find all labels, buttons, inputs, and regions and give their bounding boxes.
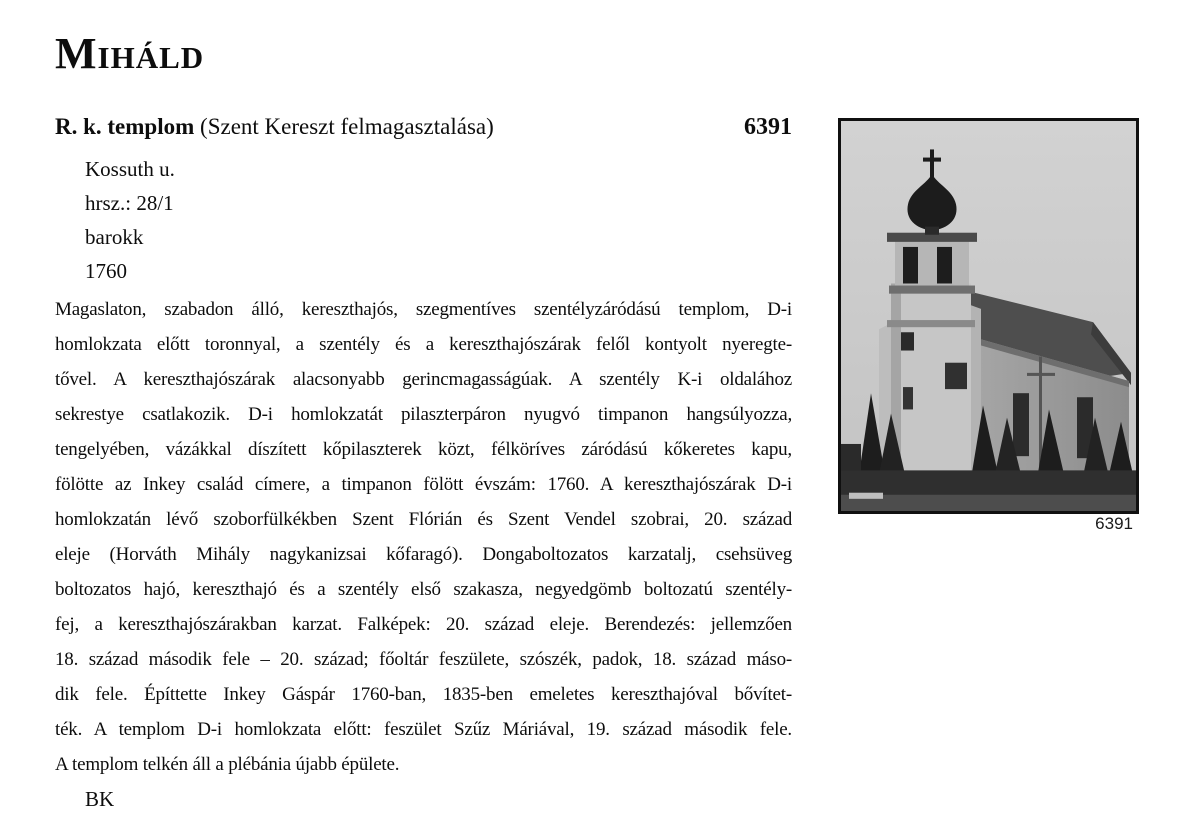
tower-cross-bar	[923, 158, 941, 162]
entry-title	[55, 112, 494, 142]
text-line: sekrestye csatlakozik. D-i homlokzatát pilaszterpáron nyugvó timpanon hangsúlyozza,	[55, 404, 792, 425]
text-line: 18. század második fele – 20. század; főoltár feszülete, szószék, padok, 18. század máso-	[55, 649, 792, 670]
tower-cross	[930, 149, 934, 177]
text-line: ték. A templom D-i homlokzata előtt: feszület Szűz Máriával, 19. század második fele.	[55, 719, 792, 740]
dome-lantern	[925, 227, 939, 235]
tower-window-small	[901, 332, 914, 350]
belfry-window-right	[937, 247, 952, 284]
church-photo-illustration	[841, 121, 1136, 511]
text-line: Magaslaton, szabadon álló, kereszthajós, szegmentíves szentélyzáródású templom, D-i	[55, 299, 792, 320]
text-line: fej, a kereszthajószárakban karzat. Falképek: 20. század eleje. Berendezés: jellemzően	[55, 614, 792, 635]
author-signature: BK	[85, 787, 115, 811]
text-line: dik fele. Építtette Inkey Gáspár 1760-ban, 1835-ben emeletes kereszthajóval bővítet-	[55, 684, 792, 705]
nave-window-1	[1013, 393, 1029, 456]
page-title	[55, 28, 204, 79]
entry-header	[55, 112, 792, 142]
entry-detail-list	[55, 152, 792, 288]
text-line: 1760	[85, 259, 127, 283]
photo-ground-dark	[841, 470, 1136, 496]
text-line: tengelyében, vázákkal díszített kőpilaszterek közt, félköríves záródású kőkeretes kapu,	[55, 439, 792, 460]
text-line: Kossuth u.	[85, 157, 175, 181]
text-line: barokk	[85, 225, 144, 249]
text-line: A templom telkén áll a plébánia újabb épülete.	[55, 754, 400, 775]
text-line: tővel. A kereszthajószárak alacsonyabb gerincmagasságúak. A szentély K-i oldalához	[55, 369, 792, 390]
photo-ground-highlight	[849, 493, 883, 499]
text-line: hrsz.: 28/1	[85, 191, 174, 215]
text-line: fölötte az Inkey család címere, a timpanon fölött évszám: 1760. A kereszthajószárak D-i	[55, 474, 792, 495]
page-title-rest: IHÁLD	[97, 40, 205, 75]
belfry-window-left	[903, 247, 918, 284]
text-line: boltozatos hajó, kereszthajó és a szentély első szakasza, negyedgömb boltozatú szentély-	[55, 579, 792, 600]
page-title-initial: M	[55, 29, 98, 78]
entry-body-text	[55, 292, 792, 782]
church-photo	[838, 118, 1139, 514]
text-line: homlokzata előtt toronnyal, a szentély és a kereszthajószárak felől kontyolt nyeregte-	[55, 334, 792, 355]
text-line: homlokzatán lévő szoborfülkékben Szent Flórián és Szent Vendel szobrai, 20. század	[55, 509, 792, 530]
entry-dedication: (Szent Kereszt felmagasztalása)	[194, 114, 494, 139]
photo-ground-light	[841, 495, 1136, 511]
entry-name: R. k. templom	[55, 114, 195, 139]
facade-niche	[903, 387, 913, 409]
facade-window	[945, 363, 967, 389]
church-tower-band	[887, 320, 975, 327]
text-line: eleje (Horváth Mihály nagykanizsai kőfaragó). Dongaboltozatos karzatalj, csehsüveg	[55, 544, 792, 565]
belfry-cornice-lower	[889, 286, 975, 294]
monument-entry	[55, 112, 792, 817]
utility-pole-arm	[1027, 373, 1055, 376]
photo-caption: 6391	[1095, 514, 1133, 533]
entry-number: 6391	[744, 114, 792, 140]
